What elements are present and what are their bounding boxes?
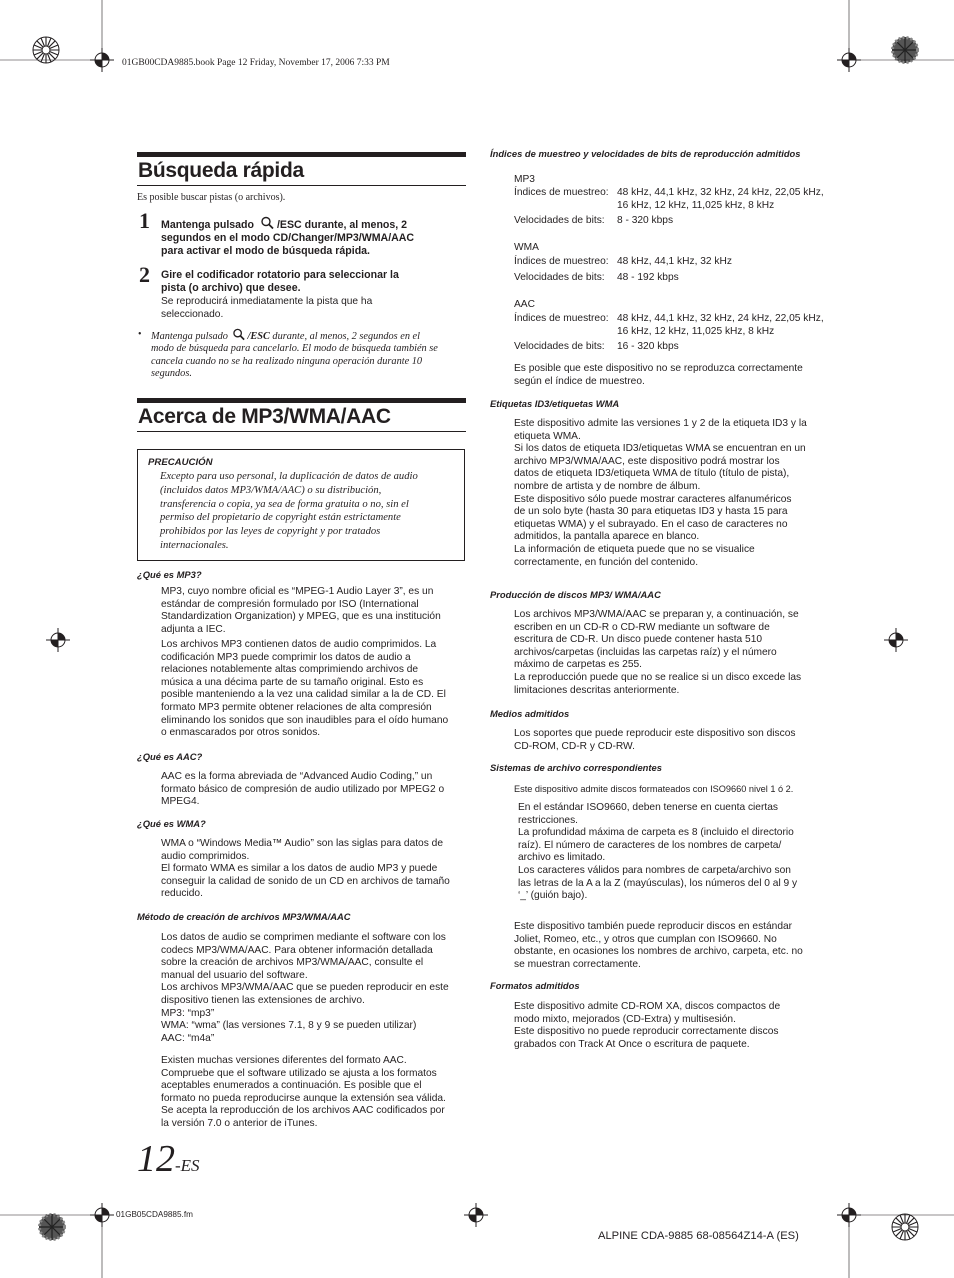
section-title-acerca: Acerca de MP3/WMA/AAC	[137, 398, 466, 432]
cancel-note	[151, 328, 466, 381]
mp3-paragraph-2	[161, 639, 466, 740]
section-title-busqueda: Búsqueda rápida	[137, 152, 466, 186]
mp3-p1-line: estándar de compresión formulado por ISO (International	[161, 598, 419, 610]
cancel-note-line-2: modo de búsqueda para cancelarlo. El modo de búsqueda también se	[151, 343, 438, 355]
aac-p-line: MPEG4.	[161, 796, 200, 808]
metodo-p2-line: la versión 7.0 o anterior de iTunes.	[161, 1117, 318, 1129]
cancel-note-c: durante, al menos, 2 segundos en el	[269, 331, 420, 342]
subheading-indices: Índices de muestreo y velocidades de bits de reproducción admitidos	[490, 148, 801, 159]
metodo-p1-line: dispositivo tienen las extensiones de archivo.	[161, 994, 365, 1006]
mp3-sample-rates-key: Índices de muestreo:	[514, 187, 609, 198]
subheading-que-es-wma: ¿Qué es WMA?	[137, 818, 206, 829]
mp3-sample-rates-values	[617, 187, 824, 212]
subheading-medios: Medios admitidos	[490, 708, 570, 719]
sistemas-p1-line: ‘_’ (guión bajo).	[518, 890, 588, 902]
produccion-p-line: Los archivos MP3/WMA/AAC se preparan y, a continuación, se	[514, 609, 799, 620]
metodo-p1-line: AAC: “m4a”	[161, 1032, 215, 1044]
search-icon	[232, 328, 247, 341]
aac-p-line: AAC es la forma abreviada de “Advanced Audio Coding,” un	[161, 771, 433, 782]
mp3-p1-line: MP3, cuyo nombre oficial es “MPEG-1 Audio Layer 3”, es un	[161, 586, 434, 597]
product-code: ALPINE CDA-9885 68-08564Z14-A (ES)	[598, 1230, 799, 1242]
formatos-p-line: Este dispositivo admite CD-ROM XA, discos compactos de	[514, 1001, 781, 1012]
formatos-p-line: Este dispositivo no puede reproducir correctamente discos	[514, 1026, 779, 1038]
wma-sample-rates-values: 48 kHz, 44,1 kHz, 32 kHz	[617, 256, 732, 267]
wma-p-line: audio comprimidos.	[161, 850, 250, 862]
mp3-p2-line: música a una décima parte de su tamaño original. Esto es	[161, 676, 424, 688]
intro-text: Es posible buscar pistas (o archivos).	[137, 192, 286, 203]
wma-label: WMA	[514, 242, 539, 253]
step-1	[161, 216, 461, 259]
step-2	[161, 269, 461, 295]
wma-bitrate-value: 48 - 192 kbps	[617, 272, 679, 283]
etiquetas-p-line: correctamente, en función del contenido.	[514, 556, 699, 568]
aac-rates-line-1: 48 kHz, 44,1 kHz, 32 kHz, 24 kHz, 22,05 kHz,	[617, 313, 824, 324]
aac-sample-rates-row	[514, 313, 824, 338]
sistemas-p1-line: La profundidad máxima de carpeta es 8 (incluido el directorio	[518, 827, 794, 839]
step-2-note-line-2: seleccionado.	[161, 308, 224, 320]
page-number-suffix: -ES	[175, 1156, 200, 1175]
step-2-text-c: para seleccionar la	[300, 269, 399, 281]
metodo-p2-line: formato no pueda reproducirse aunque la extensión sea válida.	[161, 1092, 446, 1104]
step-2-text-a: Gire el	[161, 269, 197, 281]
subheading-sistemas: Sistemas de archivo correspondientes	[490, 762, 662, 773]
etiquetas-p-line: etiqueta WMA.	[514, 430, 581, 442]
book-header: 01GB00CDA9885.book Page 12 Friday, November 17, 2006 7:33 PM	[122, 58, 390, 68]
metodo-p2-line: aceptables enumerados a continuación. Es posible que el	[161, 1080, 422, 1092]
metodo-p2-line: Se acepta la reproducción de los archivos AAC codificados por	[161, 1105, 445, 1117]
sistemas-p2-line: se muestran correctamente.	[514, 958, 641, 970]
mp3-p2-line: formato MP3 permite obtener relaciones de alta compresión	[161, 701, 432, 713]
mp3-sample-rates-row	[514, 187, 824, 212]
medios-p-line: Los soportes que puede reproducir este dispositivo son discos	[514, 728, 796, 739]
produccion-paragraph	[514, 609, 824, 697]
mp3-bitrate-row	[514, 215, 673, 228]
cancel-note-esc: /ESC	[247, 331, 270, 342]
metodo-p2-line: Existen muchas versiones diferentes del formato AAC.	[161, 1055, 407, 1066]
mp3-bitrate-value: 8 - 320 kbps	[617, 215, 674, 226]
mp3-p2-line: eliminando los sonidos que son inaudibles para el oído humano	[161, 714, 449, 726]
sistemas-p1-line: las letras de la A a la Z (mayúsculas), los números del 0 al 9 y	[518, 877, 798, 889]
mp3-rates-line-1: 48 kHz, 44,1 kHz, 32 kHz, 24 kHz, 22,05 kHz,	[617, 187, 824, 198]
caution-box	[137, 449, 465, 561]
etiquetas-p-line: archivo MP3/WMA/AAC, este dispositivo podrá mostrar los	[514, 455, 780, 467]
sistemas-paragraph-2	[514, 921, 824, 971]
sistemas-p1-line: Los caracteres válidos para nombres de carpeta/archivo son	[518, 864, 791, 876]
wma-bitrate-row	[514, 272, 679, 285]
caution-title: PRECAUCIÓN	[148, 457, 213, 468]
posible-paragraph	[514, 363, 824, 388]
caution-text-line: Excepto para uso personal, la duplicación de datos de audio	[160, 471, 418, 482]
subheading-etiquetas: Etiquetas ID3/etiquetas WMA	[490, 398, 620, 409]
wma-paragraph	[161, 838, 466, 901]
mp3-p1-line: adjunta a IEC.	[161, 623, 226, 635]
aac-rates-line-2: 16 kHz, 12 kHz, 11,025 kHz, 8 kHz	[617, 325, 775, 337]
cancel-note-line-4: segundos.	[151, 368, 192, 380]
etiquetas-p-line: admitidos, la pantalla aparece en blanco.	[514, 531, 700, 543]
produccion-p-line: La reproducción puede que no se realice si un disco excede las	[514, 671, 802, 683]
rotary-encoder-label: codificador rotatorio	[196, 269, 301, 281]
step-number-1: 1	[139, 208, 150, 233]
produccion-p-line: escriben en un CD-R o CD-RW mediante un software de	[514, 621, 770, 633]
formatos-p-line: modo mixto, mejorados (CD-Extra) y multisesión.	[514, 1013, 736, 1025]
caution-text	[160, 470, 450, 553]
aac-p-line: formato básico de compresión de audio utilizado por MPEG2 o	[161, 783, 445, 795]
aac-paragraph	[161, 771, 466, 809]
caution-text-line: permiso del propietario de copyright están estrictamente	[160, 512, 401, 524]
produccion-p-line: archivos/carpetas (incluidas las carpetas raíz) y el número	[514, 646, 777, 658]
mp3-paragraph-1	[161, 586, 466, 636]
sistemas-paragraph-1	[518, 802, 824, 903]
caution-text-line: (incluidos datos MP3/WMA/AAC) o su distribución,	[160, 484, 382, 496]
aac-bitrate-key: Velocidades de bits:	[514, 341, 605, 352]
cancel-note-line-3: cancela cuando no se ha realizado ninguna operación durante 10	[151, 355, 423, 367]
metodo-p1-line: sobre la creación de archivos MP3/WMA/AAC, consulte el	[161, 957, 424, 969]
medios-p-line: CD-ROM, CD-R y CD-RW.	[514, 740, 635, 752]
produccion-p-line: escritura de CD-R. Un disco puede contener hasta 510	[514, 634, 763, 646]
produccion-p-line: máximo de carpetas es 255.	[514, 659, 642, 671]
sistemas-p1-line: archivo es limitado.	[518, 852, 606, 864]
metodo-p1-line: WMA: “wma” (las versiones 7.1, 8 y 9 se pueden utilizar)	[161, 1020, 417, 1032]
step-2-note-line-1: Se reproducirá inmediatamente la pista que ha	[161, 296, 373, 307]
wma-p-line: reducido.	[161, 888, 203, 900]
sistemas-p1-line: raíz). El número de caracteres de los nombres de carpeta/	[518, 839, 782, 851]
subheading-que-es-mp3: ¿Qué es MP3?	[137, 569, 202, 580]
sistemas-p2-line: obstante, en ocasiones los nombres de archivo, carpeta, etc. no	[514, 946, 803, 958]
etiquetas-p-line: Si los datos de etiqueta ID3/etiquetas WMA se encuentran en un	[514, 443, 806, 455]
step-2-line-2: pista (o archivo) que desee.	[161, 282, 301, 295]
metodo-p1-line: MP3: “mp3”	[161, 1007, 215, 1019]
mp3-p2-line: Los archivos MP3 contienen datos de audio comprimidos. La	[161, 639, 437, 650]
etiquetas-paragraph	[514, 418, 824, 569]
sistemas-intro: Este dispositivo admite discos formateados con ISO9660 nivel 1 ó 2.	[514, 784, 794, 794]
page-number	[137, 1137, 200, 1181]
subheading-que-es-aac: ¿Qué es AAC?	[137, 751, 203, 762]
step-1-text-a: Mantenga pulsado	[161, 219, 257, 231]
caution-text-line: prohibidos por las leyes de copyright y por tratados	[160, 526, 381, 538]
formatos-paragraph	[514, 1001, 824, 1051]
aac-sample-rates-key: Índices de muestreo:	[514, 313, 609, 324]
etiquetas-p-line: Este dispositivo sólo puede mostrar caracteres alfanuméricos	[514, 493, 792, 505]
mp3-label: MP3	[514, 174, 535, 185]
mp3-p2-line: o enmascarados por otros sonidos.	[161, 727, 321, 739]
page-number-digits: 12	[137, 1138, 175, 1180]
mp3-p2-line: relaciones notablemente altas comprimiendo archivos de	[161, 664, 419, 676]
sistemas-p2-line: Este dispositivo también puede reproducir discos en estándar	[514, 921, 793, 932]
cancel-note-a: Mantenga pulsado	[151, 331, 231, 342]
wma-sample-rates-key: Índices de muestreo:	[514, 256, 609, 267]
metodo-paragraph-1	[161, 932, 466, 1045]
formatos-p-line: grabados con Track At Once o escritura de paquete.	[514, 1038, 750, 1050]
metodo-p2-line: Compruebe que el software utilizado se ajusta a los formatos	[161, 1067, 437, 1079]
wma-bitrate-key: Velocidades de bits:	[514, 272, 605, 283]
bullet: •	[138, 329, 142, 340]
step-1-text-c: durante, al menos, 2	[301, 219, 408, 231]
sistemas-p2-line: Joliet, Romeo, etc., y otros que cumplan con ISO9660. No	[514, 933, 777, 945]
sistemas-p1-line: En el estándar ISO9660, deben tenerse en cuenta ciertas	[518, 802, 778, 813]
etiquetas-p-line: etiquetas WMA) y el subrayado. En el caso de caracteres no	[514, 518, 788, 530]
search-icon	[260, 216, 276, 230]
aac-sample-rates-values	[617, 313, 824, 338]
esc-label: /ESC	[276, 219, 302, 231]
mp3-rates-line-2: 16 kHz, 12 kHz, 11,025 kHz, 8 kHz	[617, 199, 775, 211]
posible-p-line: según el índice de muestreo.	[514, 375, 645, 387]
wma-p-line: El formato WMA es similar a los datos de audio MP3 y puede	[161, 863, 438, 875]
metodo-p1-line: Los datos de audio se comprimen mediante el software con los	[161, 932, 446, 943]
etiquetas-p-line: Este dispositivo admite las versiones 1 y 2 de la etiqueta ID3 y la	[514, 418, 807, 429]
medios-paragraph	[514, 728, 824, 753]
produccion-p-line: limitaciones descritas anteriormente.	[514, 684, 680, 696]
metodo-p1-line: codecs MP3/WMA/AAC. Para obtener información detallada	[161, 944, 433, 956]
metodo-p1-line: manual del usuario del software.	[161, 969, 308, 981]
subheading-metodo: Método de creación de archivos MP3/WMA/AAC	[137, 911, 351, 922]
file-name: 01GB05CDA9885.fm	[116, 1210, 193, 1219]
step-number-2: 2	[139, 262, 150, 287]
mp3-p2-line: posible manteniendo a la vez una calidad similar a la de CD. El	[161, 689, 446, 701]
wma-sample-rates-row	[514, 256, 732, 269]
aac-bitrate-value: 16 - 320 kbps	[617, 341, 679, 352]
aac-bitrate-row	[514, 341, 679, 354]
sistemas-p1-line: restricciones.	[518, 814, 579, 826]
subheading-formatos: Formatos admitidos	[490, 980, 580, 991]
wma-p-line: conseguir la calidad de sonido de un CD en archivos de tamaño	[161, 875, 450, 887]
etiquetas-p-line: datos de etiqueta ID3/etiqueta WMA de título (título de pista),	[514, 468, 790, 480]
mp3-bitrate-key: Velocidades de bits:	[514, 215, 605, 226]
mp3-p1-line: Standardization Organization) y MPEG, que es una institución	[161, 611, 441, 623]
metodo-paragraph-2	[161, 1055, 466, 1131]
metodo-p1-line: Los archivos MP3/WMA/AAC que se pueden reproducir en este	[161, 982, 449, 994]
step-2-note	[161, 296, 461, 321]
caution-text-line: transferencia o copia, ya sea de forma gratuita o no, sin el	[160, 498, 409, 510]
etiquetas-p-line: La información de etiqueta puede que no se visualice	[514, 543, 755, 555]
etiquetas-p-line: nombre de artista y de nombre de álbum.	[514, 480, 701, 492]
step-1-line-2: segundos en el modo CD/Changer/MP3/WMA/AAC	[161, 232, 415, 245]
wma-p-line: WMA o “Windows Media™ Audio” son las siglas para datos de	[161, 838, 443, 849]
step-1-line-3: para activar el modo de búsqueda rápida.	[161, 245, 370, 258]
subheading-produccion: Producción de discos MP3/ WMA/AAC	[490, 589, 661, 600]
aac-label: AAC	[514, 299, 535, 310]
etiquetas-p-line: de un solo byte (hasta 30 para etiquetas ID3 y hasta 15 para	[514, 506, 788, 518]
caution-text-line: internacionales.	[160, 539, 229, 551]
mp3-p2-line: codificación MP3 puede comprimir los datos de audio a	[161, 651, 411, 663]
posible-p-line: Es posible que este dispositivo no se reproduzca correctamente	[514, 363, 803, 374]
